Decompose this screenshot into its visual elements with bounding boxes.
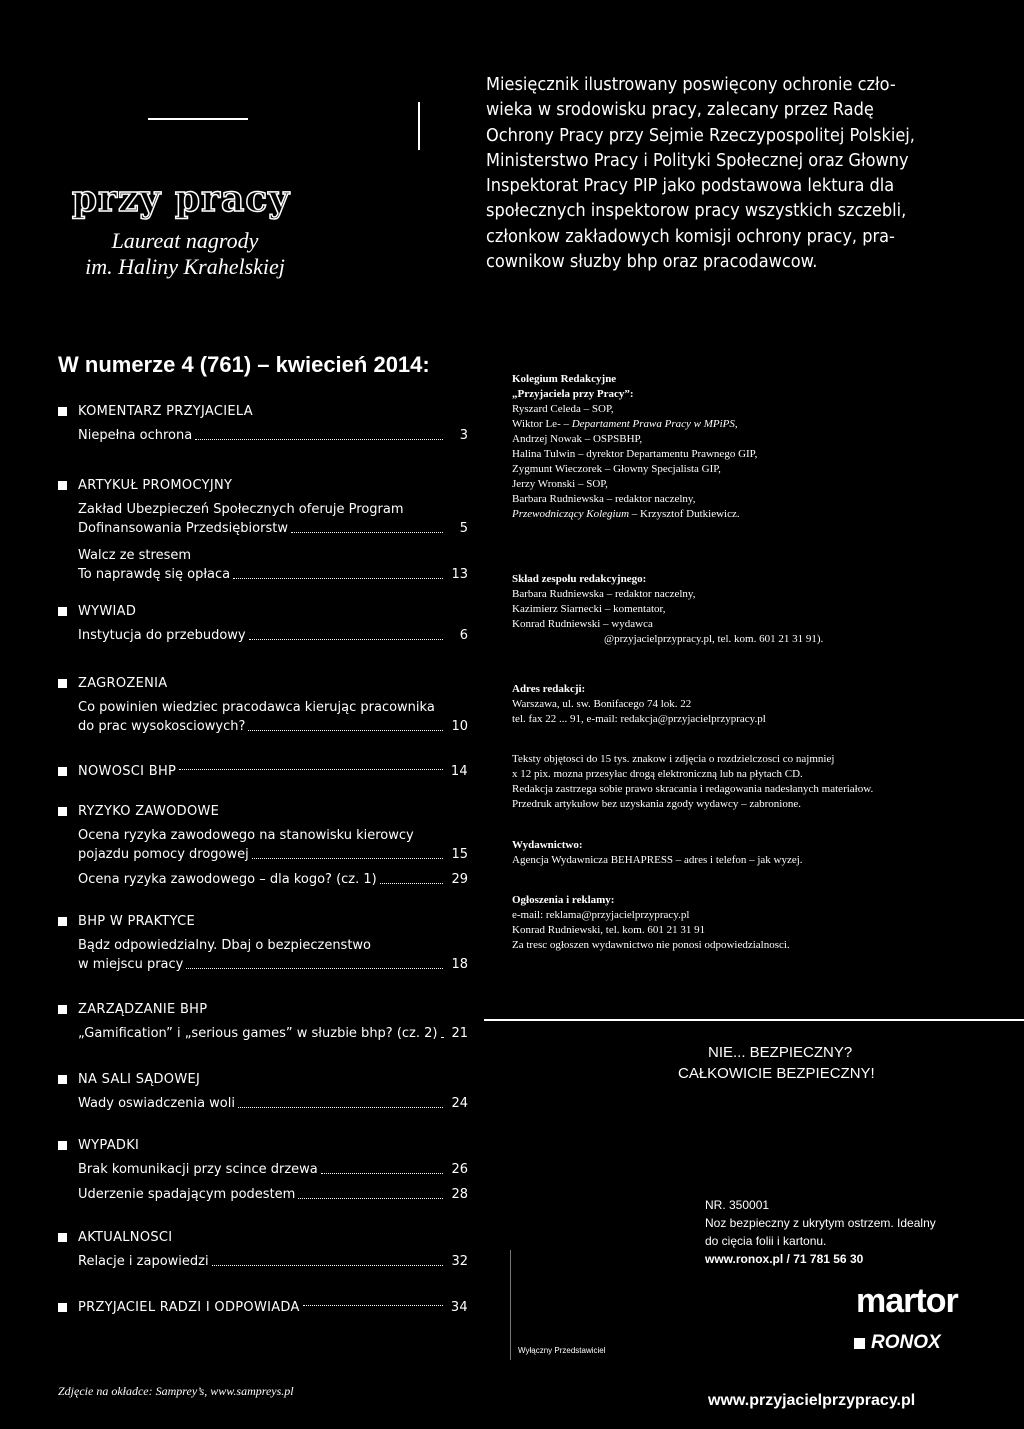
entry-title: Dofinansowania Przedsiębiorstw (78, 521, 288, 536)
publisher-heading: Wydawnictwo: (512, 839, 583, 851)
entry-title: Bądz odpowiedzialny. Dbaj o bezpieczenstwo (78, 938, 372, 953)
toc-section[interactable] (58, 1300, 468, 1315)
product-number: NR. 350001 (705, 1198, 770, 1212)
board-member: Przewodniczący Kolegium – Krzysztof Dutkiewicz. (512, 508, 740, 520)
team-member: Barbara Rudniewska – redaktor naczelny, (512, 588, 696, 600)
cover-photo-credit: Zdjęcie na okładce: Samprey’s, www.sampreys.pl (58, 1384, 294, 1398)
entry-title: Uderzenie spadającym podestem (78, 1187, 296, 1202)
toc-entry[interactable] (78, 628, 468, 644)
product-info (705, 1196, 936, 1268)
page-number: 13 (451, 567, 468, 582)
editorial-team-heading: Skład zespołu redakcyjnego: (512, 573, 647, 585)
page-number: 28 (451, 1187, 468, 1202)
section-title: AKTUALNOSCI (78, 1230, 173, 1245)
address-line: tel. fax 22 ... 91, e-mail: redakcja@przyjacielprzypracy.pl (512, 713, 766, 725)
page-number: 18 (451, 957, 468, 972)
advertising-heading: Ogłoszenia i reklamy: (512, 894, 615, 906)
toc-entry[interactable] (78, 1162, 468, 1178)
bullet-icon (58, 407, 67, 416)
toc-section (58, 804, 468, 888)
page-number: 15 (451, 847, 468, 862)
page-number: 21 (451, 1026, 468, 1041)
page-number: 5 (459, 521, 468, 536)
page-number: 3 (459, 428, 468, 443)
square-icon (854, 1338, 865, 1349)
entry-title: Wady oswiadczenia woli (78, 1096, 235, 1111)
magazine-logo: przy pracy (71, 178, 291, 220)
editorial-address (512, 682, 766, 727)
section-title: ZAGROZENIA (78, 676, 168, 691)
board-member: Zygmunt Wieczorek – Głowny Specjalista GIP, (512, 463, 721, 475)
ad-border (484, 1019, 1024, 1021)
intro-line: cownikow słuzby bhp oraz pracodawcow. (486, 251, 818, 273)
magazine-description (486, 72, 956, 274)
board-member: Ryszard Celeda – SOP, (512, 403, 614, 415)
team-member: Konrad Rudniewski – wydawca (512, 618, 653, 630)
advertising-line: Konrad Rudniewski, tel. kom. 601 21 31 91 (512, 924, 706, 936)
intro-line: Ochrony Pracy przy Sejmie Rzeczypospolitej Polskiej, (486, 124, 915, 146)
board-member: Wiktor Le- – Departament Prawa Pracy w MPiPS, (512, 418, 738, 430)
page-number: 26 (451, 1162, 468, 1177)
entry-title: Instytucja do przebudowy (78, 628, 246, 643)
section-title: PRZYJACIEL RADZI I ODPOWIADA (78, 1300, 300, 1315)
board-member: Andrzej Nowak – OSPSBHP, (512, 433, 643, 445)
section-title: WYPADKI (78, 1138, 140, 1153)
intro-line: wieka w srodowisku pracy, zalecany przez Radę (486, 99, 874, 121)
editorial-board (512, 372, 757, 522)
publisher-line: Agencja Wydawnicza BEHAPRESS – adres i telefon – jak wyzej. (512, 854, 803, 866)
intro-line: społecznych inspektorow pracy wszystkich szczebli, (486, 200, 907, 222)
entry-title: pojazdu pomocy drogowej (78, 847, 249, 862)
martor-logo: martor (856, 1282, 958, 1320)
toc-entry[interactable] (78, 828, 468, 863)
toc-entry[interactable] (78, 502, 468, 537)
entry-title: „Gamification” i „serious games” w słuzbie bhp? (cz. 2) (78, 1026, 438, 1041)
board-member: Barbara Rudniewska – redaktor naczelny, (512, 493, 696, 505)
entry-title: Ocena ryzyka zawodowego na stanowisku kierowcy (78, 828, 414, 843)
bullet-icon (58, 1233, 67, 1242)
entry-title: Ocena ryzyka zawodowego – dla kogo? (cz. 1) (78, 872, 377, 887)
toc-entry[interactable] (78, 1096, 468, 1112)
bullet-icon (58, 1075, 67, 1084)
intro-line: Inspektorat Pracy PIP jako podstawowa lektura dla (486, 175, 895, 197)
toc-entry[interactable] (78, 872, 468, 888)
toc-section[interactable] (58, 764, 468, 779)
toc-section (58, 1002, 468, 1042)
product-description: do cięcia folii i kartonu. (705, 1234, 827, 1248)
entry-title: Brak komunikacji przy scince drzewa (78, 1162, 318, 1177)
toc-entry[interactable] (78, 1254, 468, 1270)
team-member: Kazimierz Siarnecki – komentator, (512, 603, 666, 615)
section-title: ZARZĄDZANIE BHP (78, 1002, 208, 1017)
toc-entry[interactable] (78, 548, 468, 583)
distributor-note: Wyłączny Przedstawiciel (518, 1346, 606, 1355)
editorial-board-heading: Kolegium Redakcyjne (512, 373, 617, 385)
toc-entry[interactable] (78, 1026, 468, 1042)
section-title: NOWOSCI BHP (78, 764, 177, 779)
toc-entry[interactable] (78, 1187, 468, 1203)
toc-section (58, 1138, 468, 1203)
ronox-logo: RONOX (854, 1332, 941, 1354)
toc-section (58, 478, 468, 583)
entry-title: w miejscu pracy (78, 957, 184, 972)
section-title: KOMENTARZ PRZYJACIELA (78, 404, 253, 419)
toc-section (58, 1072, 468, 1112)
bullet-icon (58, 679, 67, 688)
toc-section (58, 914, 468, 973)
award-line: im. Haliny Krahelskiej (85, 254, 285, 279)
bullet-icon (58, 807, 67, 816)
issue-title: W numerze 4 (761) – kwiecień 2014: (58, 352, 430, 377)
rules-line: Redakcja zastrzega sobie prawo skracania i redagowania nadesłanych materiałow. (512, 783, 874, 795)
logo-rule (148, 118, 248, 120)
toc-section (58, 604, 468, 644)
page-number: 34 (450, 1300, 468, 1315)
entry-title: Walcz ze stresem (78, 548, 192, 563)
page-number: 29 (451, 872, 468, 887)
section-title: BHP W PRAKTYCE (78, 914, 196, 929)
board-member: Jerzy Wronski – SOP, (512, 478, 608, 490)
award-note (60, 228, 310, 280)
ad-headline: CAŁKOWICIE BEZPIECZNY! (678, 1065, 875, 1082)
product-contact: www.ronox.pl / 71 781 56 30 (705, 1252, 864, 1266)
intro-line: członkow zakładowych komisji ochrony pracy, pra- (486, 225, 895, 247)
bullet-icon (58, 767, 67, 776)
address-heading: Adres redakcji: (512, 683, 586, 695)
entry-title: Relacje i zapowiedzi (78, 1254, 209, 1269)
advertising-info (512, 893, 790, 953)
toc-section (58, 676, 468, 735)
toc-entry[interactable] (78, 700, 468, 735)
award-line: Laureat nagrody (111, 228, 259, 253)
rules-line: Teksty objętosci do 15 tys. znakow i zdjęcia o rozdzielczosci co najmniej (512, 753, 835, 765)
advertising-line: e-mail: reklama@przyjacielprzypracy.pl (512, 909, 690, 921)
address-line: Warszawa, ul. sw. Bonifacego 74 lok. 22 (512, 698, 692, 710)
product-description: Noz bezpieczny z ukrytym ostrzem. Idealny (705, 1216, 936, 1230)
ad-headline: NIE... BEZPIECZNY? (708, 1044, 853, 1061)
editorial-board-heading: „Przyjaciela przy Pracy”: (512, 388, 634, 400)
editorial-team (512, 572, 823, 647)
website-link[interactable]: www.przyjacielprzypracy.pl (708, 1392, 916, 1409)
page-number: 10 (451, 719, 468, 734)
knife-image (510, 1250, 511, 1360)
entry-title: Zakład Ubezpieczeń Społecznych oferuje Program (78, 502, 404, 517)
team-contact: @przyjacielprzypracy.pl, tel. kom. 601 21 31 91). (604, 633, 824, 645)
rules-line: Przedruk artykułow bez uzyskania zgody wydawcy – zabronione. (512, 798, 801, 810)
section-title: NA SALI SĄDOWEJ (78, 1072, 201, 1087)
toc-section (58, 1230, 468, 1270)
bullet-icon (58, 1303, 67, 1312)
section-title: WYWIAD (78, 604, 137, 619)
page-number: 32 (451, 1254, 468, 1269)
intro-line: Miesięcznik ilustrowany poswięcony ochronie czło- (486, 74, 896, 95)
page-number: 24 (451, 1096, 468, 1111)
bullet-icon (58, 607, 67, 616)
entry-title: Co powinien wiedziec pracodawca kierując pracownika (78, 700, 435, 715)
bullet-icon (58, 1005, 67, 1014)
section-title: RYZYKO ZAWODOWE (78, 804, 220, 819)
bullet-icon (58, 1141, 67, 1150)
bullet-icon (58, 481, 67, 490)
divider (418, 102, 420, 150)
toc-entry[interactable] (78, 428, 468, 444)
publisher-info (512, 838, 803, 868)
page-number: 6 (459, 628, 468, 643)
section-title: ARTYKUŁ PROMOCYJNY (78, 478, 233, 493)
intro-line: Ministerstwo Pracy i Polityki Społecznej oraz Głowny (486, 149, 909, 171)
rules-line: x 12 pix. mozna przesyłac drogą elektroniczną lub na płytach CD. (512, 768, 803, 780)
toc-entry[interactable] (78, 938, 468, 973)
submission-rules (512, 752, 873, 812)
bullet-icon (58, 917, 67, 926)
toc-section (58, 404, 468, 444)
entry-title: To naprawdę się opłaca (78, 567, 231, 582)
board-member: Halina Tulwin – dyrektor Departamentu Prawnego GIP, (512, 448, 758, 460)
advertising-line: Za tresc ogłoszen wydawnictwo nie ponosi odpowiedzialnosci. (512, 939, 790, 951)
entry-title: Niepełna ochrona (78, 428, 193, 443)
entry-title: do prac wysokosciowych? (78, 719, 246, 734)
page-number: 14 (450, 764, 468, 779)
